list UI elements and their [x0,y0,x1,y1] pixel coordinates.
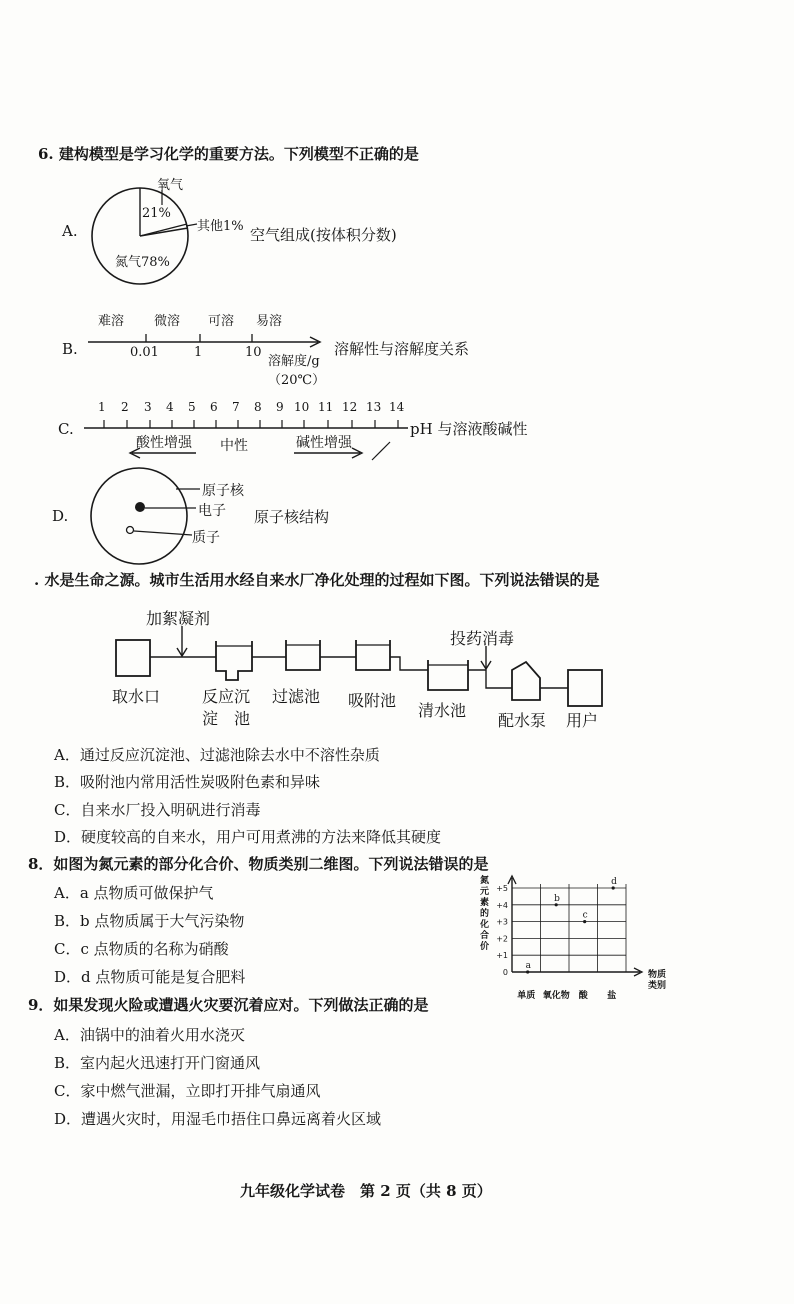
q6-c-caption: pH 与溶液酸碱性 [410,420,528,438]
valence-ytick-label: 0 [502,968,508,977]
q6-b-label: B. [62,340,78,358]
valence-ylabel: 氮 元 素 的 化 合 价 [480,876,490,952]
pie-nitrogen-label: 氮气78% [115,255,170,270]
valence-point-label-b: b [554,893,560,904]
coagulant-label: 加絮凝剂 [146,609,211,628]
valence-ytick-labels [496,884,508,977]
q6-d-label: D. [52,507,69,525]
ph-tick-2: 2 [121,400,129,414]
user-label: 用户 [566,711,599,730]
filter-label: 过滤池 [272,687,321,706]
valence-point-label-a: a [525,961,532,971]
pie-other-label: 其他1% [197,219,244,234]
q6-stem: 6. 建构模型是学习化学的重要方法。下列模型不正确的是 [38,145,419,163]
valence-category-label: 氧化物 [542,991,570,1001]
q9-option-a: A．油锅中的油着火用水浇灭 [54,1026,245,1044]
ph-tick-5: 5 [188,400,196,414]
q9-option-c: C．家中燃气泄漏，立即打开排气扇通风 [54,1082,321,1100]
ph-tick-6: 6 [210,400,218,414]
ph-tick-3: 3 [144,400,152,414]
valence-ytick-label: +2 [496,934,508,944]
pie-oxygen-pct: 21% [142,206,171,221]
electron-label: 电子 [198,503,226,519]
valence-ytick-label: +1 [496,951,508,961]
tick-label-1: 1 [194,345,203,360]
q7-option-a: A．通过反应沉淀池、过滤池除去水中不溶性杂质 [54,746,380,764]
pie-oxygen-label: 氧气 [157,178,184,193]
valence-point-label-d: d [611,877,617,887]
tick-label-10: 10 [245,345,262,360]
ph-acid-label: 酸性增强 [136,435,192,451]
ph-neutral-label: 中性 [220,438,248,454]
nucleus-label: 原子核 [202,483,244,499]
q7-stem: . 水是生命之源。城市生活用水经自来水厂净化处理的过程如下图。下列说法错误的是 [34,571,600,589]
ph-base-label: 碱性增强 [296,435,352,451]
solubility-unit: 溶解度/g [268,354,320,369]
valence-ytick-label: +3 [496,917,508,927]
q8-option-a: A．a 点物质可做保护气 [54,884,214,902]
valence-point-label-c: c [582,910,588,921]
q8-stem: 8．如图为氮元素的部分化合价、物质类别二维图。下列说法错误的是 [28,855,489,873]
sedimentation-label-2: 淀 池 [202,709,251,728]
valence-xlabel: 物质类别 [648,970,667,991]
ph-tick-10: 10 [294,400,310,414]
q8-option-c: C．c 点物质的名称为硝酸 [54,940,229,958]
q9-option-d: D．遭遇火灾时，用湿毛巾捂住口鼻远离着火区域 [54,1110,382,1128]
solubility-class-3: 可溶 [208,314,235,329]
q8-option-b: B．b 点物质属于大气污染物 [54,912,245,930]
solubility-temp: （20℃） [268,373,326,388]
ph-tick-13: 13 [366,400,382,414]
adsorption-label: 吸附池 [348,691,397,710]
ph-tick-9: 9 [276,400,284,414]
solubility-class-1: 难溶 [98,314,125,329]
intake-label: 取水口 [112,687,161,706]
q6-a-caption: 空气组成(按体积分数) [250,226,397,244]
q8-option-d: D．d 点物质可能是复合肥料 [54,968,246,986]
clear-water-label: 清水池 [418,701,467,720]
sedimentation-label-1: 反应沉 [202,687,251,706]
proton-label: 质子 [192,530,220,546]
q6-a-label: A. [62,222,78,240]
q9-stem: 9．如果发现火险或遭遇火灾要沉着应对。下列做法正确的是 [28,996,429,1014]
valence-category-label: 盐 [607,991,617,1001]
q9-option-b: B．室内起火迅速打开门窗通风 [54,1054,261,1072]
pump-label: 配水泵 [498,711,547,730]
q6-c-label: C. [58,420,74,438]
valence-points [526,877,618,974]
q6-b-caption: 溶解性与溶解度关系 [334,340,470,358]
valence-category-label: 酸 [578,991,588,1001]
ph-tick-14: 14 [389,400,405,414]
valence-category-label: 单质 [517,991,536,1001]
solubility-class-4: 易溶 [256,314,283,329]
ph-tick-11: 11 [318,400,334,414]
solubility-class-2: 微溶 [154,314,181,329]
q7-option-d: D．硬度较高的自来水，用户可用煮沸的方法来降低其硬度 [54,828,442,846]
valence-ytick-label: +4 [496,900,508,910]
ph-tick-12: 12 [342,400,358,414]
disinfect-label: 投药消毒 [450,629,515,648]
ph-tick-7: 7 [232,400,240,414]
q7-option-c: C．自来水厂投入明矾进行消毒 [54,801,261,819]
q7-option-b: B．吸附池内常用活性炭吸附色素和异味 [54,773,321,791]
q6-d-caption: 原子核结构 [254,508,330,526]
ph-tick-8: 8 [254,400,262,414]
tick-label-001: 0.01 [130,345,159,360]
ph-tick-4: 4 [166,400,174,414]
page-footer: 九年级化学试卷 第 2 页（共 8 页） [240,1182,492,1200]
valence-grid [512,884,626,972]
valence-ytick-label: +5 [496,884,508,893]
ph-tick-1: 1 [98,400,106,414]
